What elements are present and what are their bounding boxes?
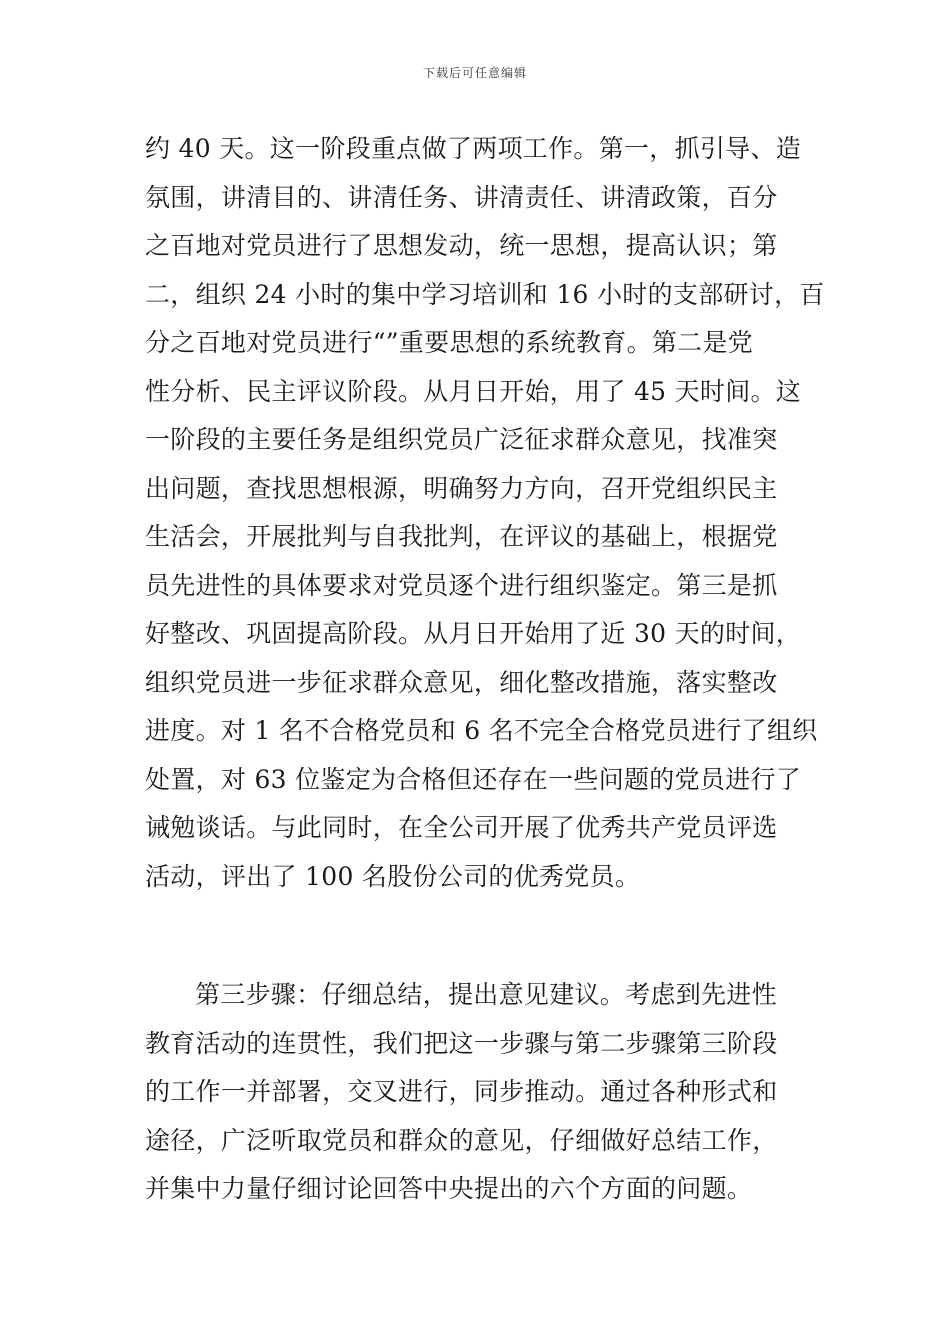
text-line: 教育活动的连贯性，我们把这一步骤与第二步骤第三阶段 bbox=[145, 1028, 778, 1058]
text-line: 生活会，开展批判与自我批判，在评议的基础上，根据党 bbox=[145, 522, 778, 551]
text-line: 二，组织 24 小时的集中学习培训和 16 小时的支部研讨，百 bbox=[145, 279, 825, 309]
text-line: 组织党员进一步征求群众意见，细化整改措施，落实整改 bbox=[145, 667, 778, 697]
paragraph-2 bbox=[145, 971, 810, 1214]
text-line: 第三步骤：仔细总结，提出意见建议。考虑到先进性 bbox=[195, 980, 777, 1009]
text-line: 进度。对 1 名不合格党员和 6 名不完全合格党员进行了组织 bbox=[145, 716, 818, 745]
text-line: 氛围，讲清目的、讲清任务、讲清责任、讲清政策，百分 bbox=[145, 182, 778, 212]
text-line: 约 40 天。这一阶段重点做了两项工作。第一，抓引导、造 bbox=[145, 134, 802, 163]
paragraph-1 bbox=[145, 125, 825, 901]
text-line: 的工作一并部署，交叉进行，同步推动。通过各种形式和 bbox=[145, 1077, 778, 1106]
text-line: 并集中力量仔细讨论回答中央提出的六个方面的问题。 bbox=[145, 1174, 753, 1203]
text-line: 分之百地对党员进行“”重要思想的系统教育。第二是党 bbox=[145, 328, 754, 357]
text-line: 处置，对 63 位鉴定为合格但还存在一些问题的党员进行了 bbox=[145, 764, 802, 794]
text-line: 途径，广泛听取党员和群众的意见，仔细做好总结工作， bbox=[145, 1125, 778, 1155]
text-line: 出问题，查找思想根源，明确努力方向，召开党组织民主 bbox=[145, 473, 778, 503]
text-line: 之百地对党员进行了思想发动，统一思想，提高认识；第 bbox=[145, 231, 778, 260]
text-line: 好整改、巩固提高阶段。从月日开始用了近 30 天的时间， bbox=[145, 619, 802, 648]
text-line: 诫勉谈话。与此同时，在全公司开展了优秀共产党员评选 bbox=[145, 813, 778, 842]
page-header: 下载后可任意编辑 bbox=[422, 66, 527, 80]
text-line: 性分析、民主评议阶段。从月日开始，用了 45 天时间。这 bbox=[145, 376, 802, 406]
text-line: 一阶段的主要任务是组织党员广泛征求群众意见，找准突 bbox=[145, 425, 778, 454]
text-line: 活动，评出了 100 名股份公司的优秀党员。 bbox=[145, 861, 641, 891]
text-line: 员先进性的具体要求对党员逐个进行组织鉴定。第三是抓 bbox=[145, 570, 778, 600]
